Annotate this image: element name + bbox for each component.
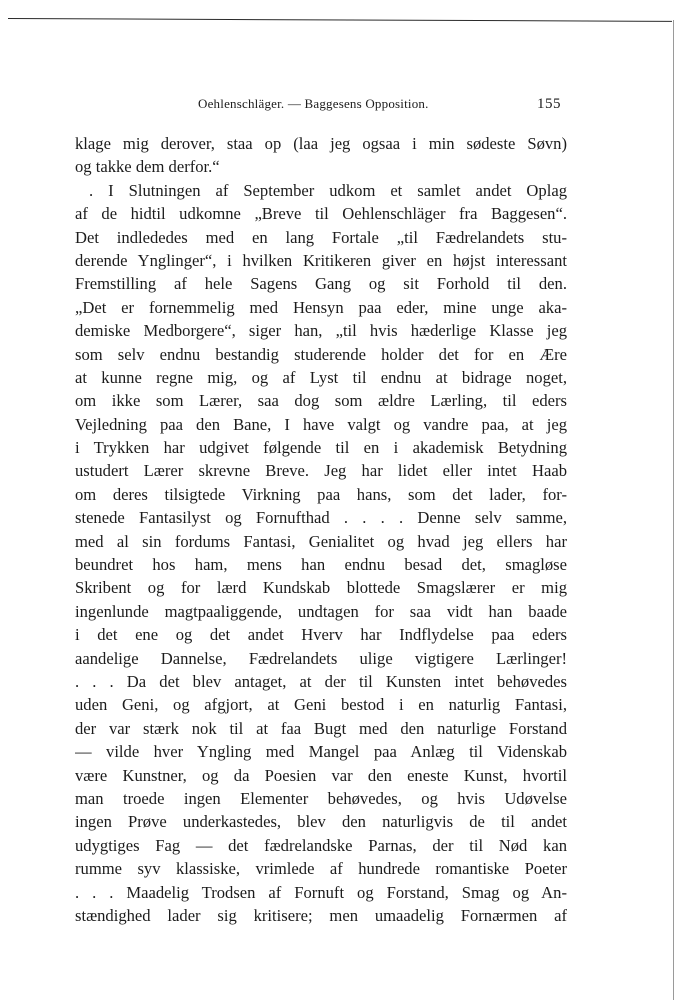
text-line: i Trykken har udgivet følgende til en i akademisk Betydning: [75, 438, 567, 458]
body-text: [75, 132, 567, 927]
text-line: være Kunstner, og da Poesien var den eneste Kunst, hvortil: [75, 765, 567, 785]
text-line: Vejledning paa den Bane, I have valgt og vandre paa, at jeg: [75, 414, 567, 434]
text-line: aandelige Dannelse, Fædrelandets ulige vigtigere Lærlinger!: [75, 648, 567, 668]
text-line: . I Slutningen af September udkom et samlet andet Oplag: [89, 180, 567, 200]
text-line: stændighed lader sig kritisere; men umaadelig Fornærmen af: [75, 905, 567, 925]
text-line: Det indlededes med en lang Fortale „til Fædrelandets stu-: [75, 227, 567, 247]
text-line: beundret hos ham, mens han endnu besad det, smagløse: [75, 555, 567, 575]
text-line: . . . Maadelig Trodsen af Fornuft og Forstand, Smag og An-: [75, 882, 567, 902]
running-header-title: Oehlenschläger. — Baggesens Opposition.: [198, 96, 429, 111]
text-line: ingen Prøve underkastedes, blev den naturligvis de til andet: [75, 812, 567, 832]
text-line: og takke dem derfor.“: [75, 157, 220, 177]
text-line: om ikke som Lærer, saa dog som ældre Lærling, til eders: [75, 391, 567, 411]
text-line: Skribent og for lærd Kundskab blottede Smagslærer er mig: [75, 578, 567, 598]
text-line: med al sin fordums Fantasi, Genialitet og hvad jeg ellers har: [75, 531, 567, 551]
text-line: demiske Medborgere“, siger han, „til hvis hæderlige Klasse jeg: [75, 321, 567, 341]
text-line: derende Ynglinger“, i hvilken Kritikeren giver en højst interessant: [75, 250, 567, 270]
text-line: ingenlunde magtpaaliggende, undtagen for saa vidt han baade: [75, 601, 567, 621]
text-line: udygtiges Fag — det fædrelandske Parnas, der til Nød kan: [75, 835, 567, 855]
text-line: uden Geni, og afgjort, at Geni bestod i en naturlig Fantasi,: [75, 695, 567, 715]
text-line: man troede ingen Elementer behøvedes, og hvis Udøvelse: [75, 788, 567, 808]
text-line: „Det er fornemmelig med Hensyn paa eder, mine unge aka-: [75, 297, 567, 317]
text-line: at kunne regne mig, og af Lyst til endnu at bidrage noget,: [75, 367, 567, 387]
text-line: om deres tilsigtede Virkning paa hans, som det lader, for-: [75, 484, 567, 504]
text-line: i det ene og det andet Hverv har Indflydelse paa eders: [75, 625, 567, 645]
text-line: — vilde hver Yngling med Mangel paa Anlæg til Videnskab: [75, 742, 567, 762]
text-line: der var stærk nok til at faa Bugt med den naturlige Forstand: [75, 718, 567, 738]
text-line: klage mig derover, staa op (laa jeg ogsaa i min sødeste Søvn): [75, 134, 567, 153]
text-line: Fremstilling af hele Sagens Gang og sit Forhold til den.: [75, 274, 567, 294]
text-line: . . . Da det blev antaget, at der til Kunsten intet behøvedes: [75, 671, 567, 691]
text-line: stenede Fantasilyst og Fornufthad . . . . Denne selv samme,: [75, 508, 567, 528]
page-number: 155: [537, 96, 561, 112]
top-rule-divider: [8, 18, 672, 22]
text-line: som selv endnu bestandig studerende holder det for en Ære: [75, 344, 567, 364]
page-edge-line: [673, 20, 674, 1000]
text-line: af de hidtil udkomne „Breve til Oehlenschläger fra Baggesen“.: [75, 204, 567, 224]
text-line: rumme syv klassiske, vrimlede af hundrede romantiske Poeter: [75, 859, 567, 879]
text-line: ustudert Lærer skrevne Breve. Jeg har lidet eller intet Haab: [75, 461, 567, 481]
